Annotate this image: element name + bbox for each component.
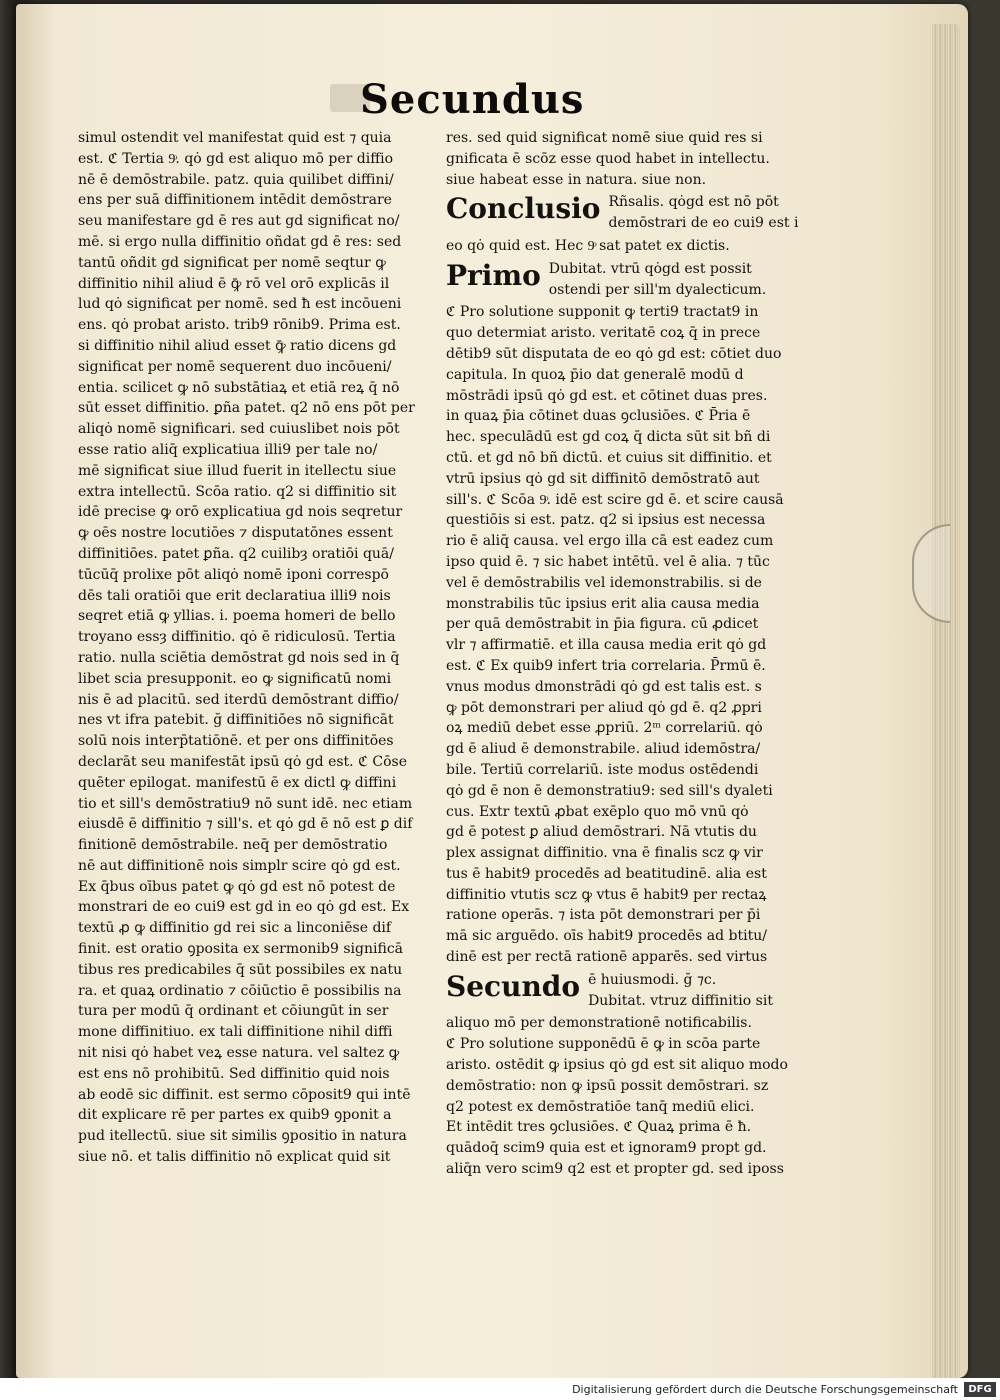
text-line: sill's. ℭ Scōa 9ͦ. idē est scire gd ē. et scire causā (446, 491, 784, 508)
text-line: aliqȯ nomē significari. sed cuiuslibet nois pōt (78, 421, 400, 438)
dfg-logo: DFG (964, 1382, 996, 1397)
text-line: dētib9 sūt disputata de eo qȯ gd est: cōtiet duo (446, 345, 782, 362)
text-line: tibus res predicabiles q̄ sūt possibiles ex natu (78, 961, 403, 978)
secundo-text (446, 1013, 798, 1179)
text-line: vtrū ipsius qȯ gd sit diffinitō demōstratō aut (446, 470, 760, 487)
text-line: nis ē ad placitū. sed iterdū demōstrant diffio/ (78, 691, 399, 708)
text-line: oꝝ mediū debet esse ꝓpriū. 2ᵐ correlariū. qȯ (446, 720, 763, 737)
text-line: res. sed quid significat nomē siue quid res si (446, 130, 763, 146)
conclusio-side-lines (608, 192, 798, 234)
text-line: si diffinitio nihil aliud esset ꝙ̄ ratio dicens gd (78, 337, 397, 354)
secundo-initial: Secundo (446, 969, 581, 1003)
text-line: dinē est per rectā rationē apparēs. sed virtus (446, 949, 768, 966)
text-line: aristo. ostēdit ꝙ ipsius qȯ gd est sit aliquo modo (446, 1057, 788, 1074)
text-line: ostendi per sill'm dyalecticum. (548, 281, 767, 298)
text-line: q2 potest ex demōstratiōe tanq̄ mediū elici. (446, 1098, 755, 1115)
text-line: mone diffinitiuo. ex tali diffinitione nihil diffi (78, 1024, 393, 1041)
text-line: mā sic arguēdo. oīs habit9 procedēs ad btitu/ (446, 928, 767, 945)
text-line: demōstrari de eo cui9 est i (608, 215, 798, 232)
text-line: mē. si ergo nulla diffinitio oñdat gd ē res: sed (78, 233, 402, 250)
text-line: lud qȯ significat per nomē. sed ħ est incōueni (78, 296, 402, 313)
text-line: tantū oñdit gd significat per nomē seqtur ꝙ (78, 254, 386, 271)
primo-heading-block (446, 259, 798, 301)
text-line: vel ē demōstrabilis vel idemonstrabilis. si de (446, 574, 762, 591)
text-line: Ex q̄bus oībus patet ꝙ qȯ gd est nō potest de (78, 878, 396, 895)
text-line: simul ostendit vel manifestat quid est ⁊ quia (78, 130, 392, 146)
text-line: Dubitat. vtrū qȯgd est possit (548, 260, 752, 277)
text-line: significat per nomē sequerent duo incōueni/ (78, 358, 392, 375)
text-line: gd ē aliud ē demonstrabile. aliud idemōstra/ (446, 741, 761, 758)
text-line: nē ē demōstrabile. patz. quia quilibet diffini/ (78, 171, 394, 188)
text-line: Dubitat. vtruz diffinitio sit (588, 992, 773, 1009)
secundo-heading-block (446, 970, 798, 1012)
primo-text (446, 302, 798, 968)
text-line: monstrabilis tūc ipsius erit alia causa media (446, 595, 760, 612)
text-line: mē significat siue illud fuerit in itellectu siue (78, 462, 397, 479)
text-line: nes vt ifra patebit. ğ diffinitiōes nō significāt (78, 712, 394, 729)
conclusio-initial: Conclusio (446, 192, 601, 226)
text-line: mōstrādi ipsū qȯ gd est. et cōtinet duas pres. (446, 387, 768, 404)
page-edges (932, 24, 960, 1384)
text-line: gnificata ē scōz esse quod habet in intellectu. (446, 150, 770, 167)
text-line: quēter epilogat. manifestū ē ex dictl ꝙ diffini (78, 774, 397, 791)
text-line: seqret etiā ꝙ yllias. i. poema homeri de bello (78, 608, 396, 625)
text-line: textū ꝓ ꝙ diffinitio gd rei sic a linconiēse dif (78, 920, 392, 937)
conclusio-heading-block (446, 192, 798, 234)
text-line: Rñsalis. qȯgd est nō pōt (608, 194, 779, 211)
text-line: demōstratio: non ꝙ ipsū possit demōstrari. sz (446, 1077, 769, 1094)
text-line: ctū. et gd nō bñ dictū. et cuius sit diffinitio. et (446, 449, 772, 466)
text-line: tūcūq̄ prolixe pōt aliqȯ nomē iponi correspō (78, 566, 389, 583)
text-line: nē aut diffinitionē nois simplr scire qȯ gd est. (78, 857, 401, 874)
text-line: tio et sill's demōstratiu9 nō sunt idē. nec etiam (78, 795, 413, 812)
text-line: est ens nō prohibitū. Sed diffinitio quid nois (78, 1065, 390, 1082)
text-line: aliq̄n vero scim9 q2 est et propter gd. sed iposs (446, 1161, 784, 1178)
text-line: eo qȯ quid est. Hec 9ͦ sat patet ex dictis. (446, 237, 730, 254)
text-line: ꝙ pōt demonstrari per aliud qȯ gd ē. q2 ꝓpri (446, 699, 762, 716)
text-line: ℭ Pro solutione supponit ꝙ terti9 tractat9 in (446, 304, 759, 321)
text-line: finitionē demōstrabile. neq̄ per demōstratio (78, 837, 388, 854)
text-line: in quaꝝ p̄ia cōtinet duas ꝯclusiōes. ℭ P̄ria ē (446, 408, 751, 425)
secundo-side-lines (588, 970, 798, 1012)
text-line: ens. qȯ probat aristo. trib9 rōnib9. Prima est. (78, 317, 401, 334)
text-line: ꝙ oēs nostre locutiōes ⁊ disputatōnes essent (78, 525, 393, 542)
footer-bar (0, 1378, 1000, 1400)
text-line: per quā demōstrabit in p̄ia figura. cū ꝓdicet (446, 616, 759, 633)
text-line: hec. speculādū est gd coꝝ q̄ dicta sūt sit bñ di (446, 429, 771, 446)
right-text-column (446, 128, 798, 1178)
text-line: ab eodē sic diffinit. est sermo cōposit9 qui intē (78, 1086, 411, 1103)
text-line: tura per modū q̄ ordinant et cōiungūt in ser (78, 1003, 389, 1020)
text-line: ratio. nulla sciētia demōstrat gd nois sed in q̄ (78, 649, 400, 666)
text-line: bile. Tertiū correlariū. iste modus ostēdendi (446, 761, 759, 778)
text-line: ipso quid ē. ⁊ sic habet intētū. vel ē alia. ⁊ tūc (446, 553, 770, 570)
text-line: est. ℭ Tertia 9ͦ. qȯ gd est aliquo mō per diffio (78, 150, 394, 167)
text-line: dit explicare rē per partes ex quib9 ꝯponit a (78, 1107, 392, 1124)
running-title: Secundus (360, 76, 585, 123)
text-line: siue habeat esse in natura. siue non. (446, 171, 707, 188)
text-line: sūt esset diffinitio. ꝑña patet. q2 nō ens pōt per (78, 400, 415, 417)
text-line: quo determiat aristo. veritatē coꝝ q̄ in prece (446, 325, 761, 342)
text-line: vnus modus dmonstrādi qȯ gd est talis est. s (446, 678, 762, 695)
text-line: ratione operās. ⁊ ista pōt demonstrari per p̄i (446, 907, 761, 924)
bookmark-tab (912, 524, 950, 623)
text-line: ē huiusmodi. ğ ⁊c. (588, 971, 717, 988)
text-line: pud itellectū. siue sit similis ꝯpositio in natura (78, 1128, 407, 1145)
text-line: troyano essȝ diffinitio. qȯ ē ridiculosū. Tertia (78, 629, 396, 646)
text-line: ens per suā diffinitionem intēdit demōstrare (78, 192, 392, 209)
primo-initial: Primo (446, 258, 541, 292)
text-line: est. ℭ Ex quib9 infert tria correlaria. P̄rmū ē. (446, 657, 766, 674)
text-line: cus. Extr textū ꝓbat exēplo quo mō vnū qȯ (446, 803, 749, 820)
text-line: libet scia presupponit. eo ꝙ significatū nomi (78, 670, 392, 687)
text-line: quādoq̄ scim9 quia est et ignoram9 propt gd. (446, 1140, 767, 1157)
primo-side-lines (549, 259, 798, 301)
text-line: diffinitio nihil aliud ē ꝙ̄ rō vel orō explicās il (78, 275, 390, 292)
text-line: tus ē habit9 procedēs ad beatitudinē. alia est (446, 865, 767, 882)
text-line: monstrari de eo cui9 est gd in eo qȯ gd est. Ex (78, 899, 410, 916)
text-line: seu manifestare gd ē res aut gd significat no/ (78, 213, 400, 230)
right-column-top-text (446, 128, 798, 190)
text-line: extra intellectū. Scōa ratio. q2 si diffinitio sit (78, 483, 397, 500)
text-line: solū nois interp̄tatiōnē. et per ons diffinitōes (78, 733, 394, 750)
text-line: entia. scilicet ꝙ nō substātiaꝝ et etiā reꝝ q̄ nō (78, 379, 400, 396)
text-line: esse ratio aliq̄ explicatiua illi9 per tale no/ (78, 441, 378, 458)
text-line: nit nisi qȯ habet veꝝ esse natura. vel saltez ꝙ (78, 1045, 400, 1062)
text-line: qȯ gd ē non ē demonstratiu9: sed sill's dyaleti (446, 782, 773, 799)
text-line: vlr ⁊ affirmatiē. et illa causa media erit qȯ gd (446, 637, 767, 654)
conclusio-text (446, 236, 798, 257)
text-line: finit. est oratio ꝯposita ex sermonib9 significā (78, 941, 404, 958)
text-line: capitula. In quoꝝ p̄io dat generalē modū d (446, 366, 744, 383)
text-line: siue nō. et talis diffinitio nō explicat quid sit (78, 1149, 391, 1166)
left-text-column (78, 128, 430, 1166)
text-line: diffinitiōes. patet ꝑña. q2 cuilibȝ oratiōi quā/ (78, 545, 394, 562)
text-line: ℭ Pro solutione supponēdū ē ꝙ in scōa parte (446, 1036, 761, 1053)
text-line: eiusdē ē diffinitio ⁊ sill's. et qȯ gd ē nō est ꝑ dif (78, 816, 413, 833)
text-line: dēs tali oratiōi que erit declaratiua illi9 nois (78, 587, 391, 604)
text-line: plex assignat diffinitio. vna ē finalis scz ꝙ vir (446, 845, 763, 862)
text-line: diffinitio vtutis scz ꝙ vtus ē habit9 per rectaꝝ (446, 886, 767, 903)
text-line: aliquo mō per demonstrationē notificabilis. (446, 1015, 752, 1032)
text-line: Et intēdit tres ꝯclusiōes. ℭ Quaꝝ prima ē ħ. (446, 1119, 752, 1136)
text-line: gd ē potest ꝑ aliud demōstrari. Nā vtutis du (446, 824, 757, 841)
text-line: ra. et quaꝝ ordinatio ⁊ cōiūctio ē possibilis na (78, 982, 402, 999)
text-line: idē precise ꝙ orō explicatiua gd nois seqretur (78, 504, 403, 521)
text-line: declarāt seu manifestāt ipsū qȯ gd est. ℭ Cōse (78, 753, 407, 770)
text-line: questiōis si est. patz. q2 si ipsius est necessa (446, 512, 766, 529)
funding-notice: Digitalisierung gefördert durch die Deutsche Forschungsgemeinschaft (572, 1383, 958, 1396)
text-line: rio ē aliq̄ causa. vel ergo illa cā est eadez cum (446, 533, 774, 550)
